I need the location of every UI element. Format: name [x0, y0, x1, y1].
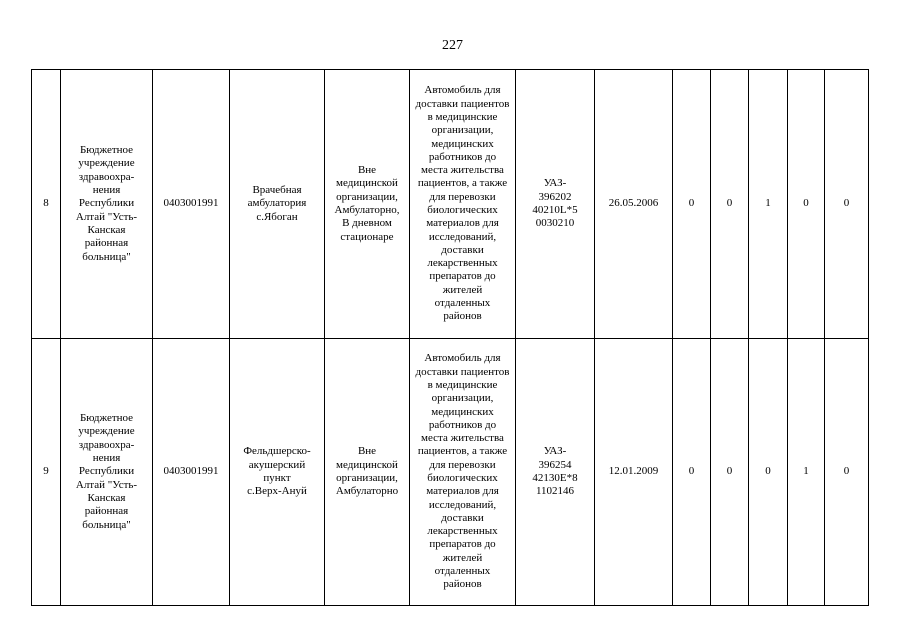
count-cell: 0 — [673, 70, 711, 339]
organization-name: Бюджетное учреждение здравоохра- нения Республики Алтай "Усть- Канская районная больница" — [61, 339, 153, 606]
row-number: 9 — [32, 339, 61, 606]
count-cell: 0 — [673, 339, 711, 606]
count-cell: 0 — [749, 339, 788, 606]
vehicle-model: УАЗ- 396254 42130E*8 1102146 — [516, 339, 595, 606]
registration-date: 12.01.2009 — [595, 339, 673, 606]
organization-code: 0403001991 — [153, 339, 230, 606]
vehicle-purpose: Автомобиль для доставки пациентов в медицинские организации, медицинских работников до места жительства пациентов, а также для перевозки биологических материалов для исследований, доставки лекарственных препаратов до жителей отдаленных районов — [410, 339, 516, 606]
count-cell: 0 — [788, 70, 825, 339]
organization-name: Бюджетное учреждение здравоохра- нения Республики Алтай "Усть- Канская районная больница" — [61, 70, 153, 339]
vehicle-model: УАЗ- 396202 40210L*5 0030210 — [516, 70, 595, 339]
count-cell: 0 — [825, 339, 869, 606]
organization-code: 0403001991 — [153, 70, 230, 339]
facility-name: Фельдшерско- акушерский пункт с.Верх-Ануй — [230, 339, 325, 606]
row-number: 8 — [32, 70, 61, 339]
table-row — [32, 339, 869, 606]
facility-name: Врачебная амбулатория с.Ябоган — [230, 70, 325, 339]
count-cell: 0 — [711, 339, 749, 606]
care-conditions: Вне медицинской организации, Амбулаторно, В дневном стационаре — [325, 70, 410, 339]
count-cell: 0 — [825, 70, 869, 339]
care-conditions: Вне медицинской организации, Амбулаторно — [325, 339, 410, 606]
table-row — [32, 70, 869, 339]
count-cell: 1 — [749, 70, 788, 339]
vehicle-registry-table — [31, 69, 869, 606]
registration-date: 26.05.2006 — [595, 70, 673, 339]
page-number: 227 — [442, 38, 463, 53]
vehicle-purpose: Автомобиль для доставки пациентов в медицинские организации, медицинских работников до места жительства пациентов, а также для перевозки биологических материалов для исследований, доставки лекарственных препаратов до жителей отдаленных районов — [410, 70, 516, 339]
count-cell: 1 — [788, 339, 825, 606]
count-cell: 0 — [711, 70, 749, 339]
